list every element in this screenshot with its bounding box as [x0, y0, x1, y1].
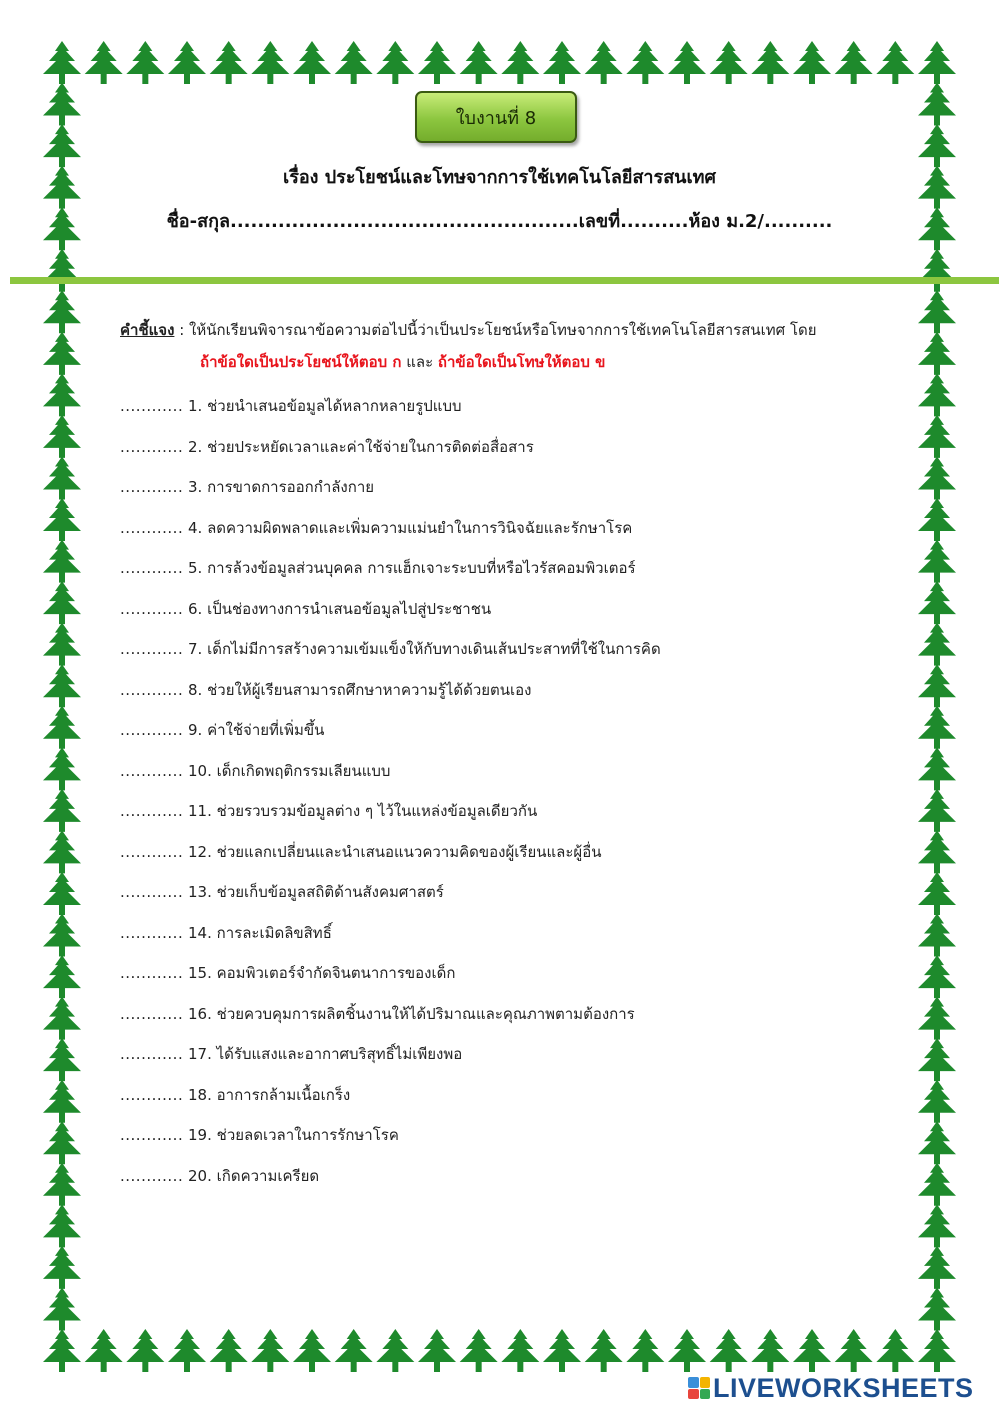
tree-icon [918, 332, 956, 375]
tree-icon [918, 1287, 956, 1330]
tree-icon [918, 706, 956, 749]
tree-icon [418, 41, 456, 84]
tree-icon [501, 41, 539, 84]
question-number: 3. [188, 478, 203, 496]
answer-blank[interactable]: ............ [120, 923, 184, 942]
tree-icon [43, 1080, 81, 1123]
tree-icon [43, 706, 81, 749]
tree-icon [43, 664, 81, 707]
tree-icon [918, 290, 956, 333]
tree-icon [335, 1329, 373, 1372]
tree-icon [43, 249, 81, 292]
tree-icon [918, 747, 956, 790]
tree-icon [918, 997, 956, 1040]
answer-blank[interactable]: ............ [120, 964, 184, 982]
question-text: ช่วยประหยัดเวลาและค่าใช้จ่ายในการติดต่อสื่อสาร [207, 437, 534, 456]
tree-icon [918, 41, 956, 84]
question-number: 4. [188, 518, 203, 537]
question-text: ช่วยแลกเปลี่ยนและนำเสนอแนวความคิดของผู้เรียนและผู้อื่น [216, 842, 602, 861]
question-item [120, 514, 900, 555]
tree-icon [460, 1329, 498, 1372]
tree-icon [918, 415, 956, 458]
question-item [120, 919, 900, 960]
tree-icon [918, 373, 956, 416]
tree-icon [43, 456, 81, 499]
tree-icon [918, 872, 956, 915]
tree-icon [85, 41, 123, 84]
instructions-text: ให้นักเรียนพิจารณาข้อความต่อไปนี้ว่าเป็นประโยชน์หรือโทษจากการใช้เทคโนโลยีสารสนเทศ โดย [189, 321, 817, 339]
tree-icon [918, 581, 956, 624]
answer-blank[interactable]: ............ [120, 883, 184, 901]
question-number: 9. [188, 721, 203, 739]
question-text: การขาดการออกกำลังกาย [207, 478, 375, 496]
instructions [120, 314, 900, 378]
question-item [120, 716, 900, 757]
tree-icon [43, 623, 81, 666]
tree-icon [168, 1329, 206, 1372]
answer-blank[interactable]: ............ [120, 437, 184, 456]
student-info-line: ชื่อ-สกุล...................................................เลขที่..........ห้อง ม.2/.......... [166, 211, 833, 232]
question-item [120, 1000, 900, 1041]
tree-icon [293, 41, 331, 84]
tree-icon [293, 1329, 331, 1372]
tree-icon [918, 1080, 956, 1123]
question-item [120, 433, 900, 474]
tree-icon [918, 1121, 956, 1164]
answer-blank[interactable]: ............ [120, 640, 184, 658]
question-text: ได้รับแสงและอากาศบริสุทธิ์ไม่เพียงพอ [216, 1045, 463, 1063]
question-number: 16. [188, 1004, 212, 1023]
answer-blank[interactable]: ............ [120, 1126, 184, 1144]
question-number: 18. [188, 1085, 212, 1104]
tree-icon [43, 540, 81, 583]
tree-icon [918, 124, 956, 167]
question-text: ช่วยเก็บข้อมูลสถิติด้านสังคมศาสตร์ [216, 883, 444, 901]
question-item [120, 959, 900, 1000]
question-item [120, 1081, 900, 1122]
question-text: ช่วยให้ผู้เรียนสามารถศึกษาหาความรู้ได้ด้วยตนเอง [207, 680, 532, 699]
tree-icon [918, 1163, 956, 1206]
tree-icon [251, 41, 289, 84]
tree-icon [418, 1329, 456, 1372]
tree-icon [43, 1246, 81, 1289]
question-text: เด็กเกิดพฤติกรรมเลียนแบบ [216, 761, 391, 780]
question-item [120, 838, 900, 879]
tree-icon [585, 1329, 623, 1372]
tree-icon [751, 41, 789, 84]
tree-icon [43, 1329, 81, 1372]
answer-blank[interactable]: ............ [120, 1166, 184, 1185]
tree-icon [918, 830, 956, 873]
tree-icon [835, 41, 873, 84]
tree-icon [501, 1329, 539, 1372]
answer-blank[interactable]: ............ [120, 842, 184, 861]
tree-icon [43, 872, 81, 915]
question-number: 19. [188, 1126, 212, 1144]
question-number: 11. [188, 802, 212, 820]
question-text: อาการกล้ามเนื้อเกร็ง [216, 1085, 351, 1104]
tree-icon [626, 41, 664, 84]
tree-icon [626, 1329, 664, 1372]
tree-icon [918, 955, 956, 998]
tree-icon [918, 623, 956, 666]
tree-icon [210, 1329, 248, 1372]
question-number: 6. [188, 599, 203, 618]
tree-icon [918, 1204, 956, 1247]
question-number: 20. [188, 1166, 212, 1185]
answer-blank[interactable]: ............ [120, 1045, 184, 1063]
worksheet-title: เรื่อง ประโยชน์และโทษจากการใช้เทคโนโลยีสารสนเทศ [283, 167, 716, 188]
answer-blank[interactable]: ............ [120, 721, 184, 739]
tree-icon [918, 789, 956, 832]
tree-icon [43, 789, 81, 832]
question-number: 7. [188, 640, 203, 658]
tree-icon [43, 290, 81, 333]
question-number: 2. [188, 437, 203, 456]
question-item [120, 676, 900, 717]
tree-icon [543, 1329, 581, 1372]
liveworksheets-logo-icon [688, 1377, 710, 1399]
tree-icon [43, 498, 81, 541]
liveworksheets-wordmark: LIVEWORKSHEETS [713, 1372, 974, 1403]
tree-icon [918, 914, 956, 957]
divider-rule [10, 277, 999, 284]
worksheet-number: ใบงานที่ 8 [455, 107, 537, 129]
tree-icon [43, 747, 81, 790]
tree-icon [460, 41, 498, 84]
tree-icon [376, 41, 414, 84]
tree-icon [918, 540, 956, 583]
tree-icon [793, 41, 831, 84]
answer-blank[interactable]: ............ [120, 680, 184, 699]
question-text: เป็นช่องทางการนำเสนอข้อมูลไปสู่ประชาชน [207, 599, 492, 618]
tree-icon [918, 249, 956, 292]
question-text: คอมพิวเตอร์จำกัดจินตนาการของเด็ก [216, 964, 456, 982]
tree-icon [543, 41, 581, 84]
question-number: 13. [188, 883, 212, 901]
tree-icon [251, 1329, 289, 1372]
question-number: 17. [188, 1045, 212, 1063]
question-number: 8. [188, 680, 203, 699]
tree-icon [585, 41, 623, 84]
tree-icon [43, 1287, 81, 1330]
tree-icon [335, 41, 373, 84]
tree-icon [43, 997, 81, 1040]
tree-icon [43, 332, 81, 375]
answer-blank[interactable]: ............ [120, 1085, 184, 1104]
question-item [120, 797, 900, 838]
tree-icon [876, 41, 914, 84]
tree-icon [43, 1038, 81, 1081]
question-item [120, 1121, 900, 1162]
rule-benefit: ถ้าข้อใดเป็นประโยชน์ให้ตอบ ก [200, 353, 402, 371]
liveworksheets-logo [688, 1372, 974, 1404]
tree-icon [43, 1121, 81, 1164]
tree-icon [835, 1329, 873, 1372]
answer-blank[interactable]: ............ [120, 518, 184, 537]
tree-icon [876, 1329, 914, 1372]
question-number: 12. [188, 842, 212, 861]
question-number: 14. [188, 923, 212, 942]
tree-icon [793, 1329, 831, 1372]
question-item [120, 1040, 900, 1081]
tree-icon [918, 1329, 956, 1372]
question-text: การล้วงข้อมูลส่วนบุคคล การแฮ็กเจาะระบบที่หรือไวรัสคอมพิวเตอร์ [207, 559, 636, 577]
tree-icon [43, 914, 81, 957]
question-text: ช่วยควบคุมการผลิตชิ้นงานให้ได้ปริมาณและคุณภาพตามต้องการ [216, 1004, 635, 1023]
tree-icon [918, 83, 956, 126]
answer-blank[interactable]: ............ [120, 761, 184, 780]
question-item [120, 554, 900, 595]
question-text: เกิดความเครียด [216, 1166, 320, 1185]
tree-icon [918, 664, 956, 707]
tree-icon [126, 1329, 164, 1372]
tree-icon [210, 41, 248, 84]
question-number: 1. [188, 397, 203, 415]
tree-icon [43, 124, 81, 167]
question-item [120, 392, 900, 433]
tree-icon [710, 1329, 748, 1372]
tree-icon [668, 41, 706, 84]
tree-icon [43, 1163, 81, 1206]
question-text: การละเมิดลิขสิทธิ์ [216, 923, 332, 942]
tree-icon [168, 41, 206, 84]
question-item [120, 635, 900, 676]
tree-icon [85, 1329, 123, 1372]
question-text: ช่วยรวบรวมข้อมูลต่าง ๆ ไว้ในแหล่งข้อมูลเดียวกัน [216, 802, 538, 820]
tree-icon [918, 456, 956, 499]
tree-icon [918, 498, 956, 541]
question-item [120, 473, 900, 514]
tree-icon [43, 41, 81, 84]
question-item [120, 1162, 900, 1203]
question-text: ช่วยนำเสนอข้อมูลได้หลากหลายรูปแบบ [207, 397, 462, 415]
question-item [120, 757, 900, 798]
question-number: 10. [188, 761, 212, 780]
answer-blank[interactable]: ............ [120, 802, 184, 820]
question-number: 15. [188, 964, 212, 982]
rule-harm: ถ้าข้อใดเป็นโทษให้ตอบ ข [437, 353, 606, 371]
question-text: เด็กไม่มีการสร้างความเข้มแข็งให้กับทางเดินเส้นประสาทที่ใช้ในการคิด [207, 640, 661, 658]
question-number: 5. [188, 559, 203, 577]
question-item [120, 878, 900, 919]
rule-and: และ [401, 353, 438, 371]
tree-icon [918, 1038, 956, 1081]
tree-icon [43, 373, 81, 416]
answer-blank[interactable]: ............ [120, 599, 184, 618]
answer-blank[interactable]: ............ [120, 1004, 184, 1023]
answer-blank[interactable]: ............ [120, 478, 184, 496]
question-list [120, 392, 900, 1202]
question-text: ค่าใช้จ่ายที่เพิ่มขึ้น [207, 721, 325, 739]
tree-icon [43, 581, 81, 624]
tree-icon [43, 1204, 81, 1247]
answer-blank[interactable]: ............ [120, 397, 184, 415]
tree-icon [43, 955, 81, 998]
tree-icon [126, 41, 164, 84]
question-item [120, 595, 900, 636]
question-text: ลดความผิดพลาดและเพิ่มความแม่นยำในการวินิจฉัยและรักษาโรค [207, 518, 633, 537]
tree-icon [668, 1329, 706, 1372]
tree-icon [710, 41, 748, 84]
tree-icon [43, 415, 81, 458]
question-text: ช่วยลดเวลาในการรักษาโรค [216, 1126, 399, 1144]
answer-blank[interactable]: ............ [120, 559, 184, 577]
tree-icon [376, 1329, 414, 1372]
instructions-label: คำชี้แจง [120, 321, 175, 339]
tree-icon [918, 1246, 956, 1289]
tree-icon [751, 1329, 789, 1372]
tree-icon [43, 830, 81, 873]
worksheet-number-badge [415, 91, 577, 143]
instructions-colon: : [174, 321, 190, 339]
tree-icon [43, 83, 81, 126]
